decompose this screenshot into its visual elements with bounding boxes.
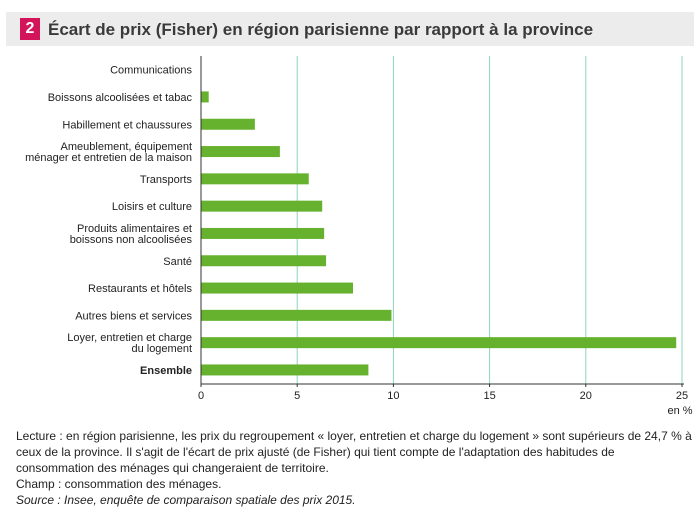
x-tick-label-2: 10	[387, 390, 400, 402]
category-label-0: Communications	[110, 64, 192, 77]
reading-note: Lecture : en région parisienne, les prix du regroupement « loyer, entretien et charge du logement » sont supérieurs de 24,7 % à ceux de la province. Il s'agit de l'écart de prix ajusté (de Fisher) qui tient compte de l'adaptation des habitudes de consommation des ménages qui changeraient de territoire.	[16, 429, 692, 475]
bar-9	[201, 310, 391, 321]
category-label-2: Habillement et chaussures	[62, 119, 192, 132]
x-axis-label: en %	[667, 405, 693, 417]
bar-1	[201, 91, 209, 102]
category-label-9: Autres biens et services	[75, 310, 192, 323]
bar-4	[201, 173, 309, 184]
x-tick-label-5: 25	[675, 390, 689, 402]
category-label-6-line-0: Produits alimentaires et	[77, 222, 192, 235]
category-label-10-line-0: Loyer, entretien et charge	[67, 332, 192, 345]
category-label-10-line-1: du logement	[131, 343, 192, 356]
category-label-1: Boissons alcoolisées et tabac	[47, 91, 192, 104]
bar-10	[201, 337, 676, 348]
source-note: Source : Insee, enquête de comparaison spatiale des prix 2015.	[16, 493, 356, 507]
category-label-3-line-0: Ameublement, équipement	[60, 141, 192, 154]
bar-5	[201, 201, 322, 212]
category-label-8: Restaurants et hôtels	[88, 283, 192, 296]
bar-6	[201, 228, 324, 239]
bar-2	[201, 119, 255, 130]
scope-note: Champ : consommation des ménages.	[16, 477, 222, 491]
x-tick-label-4: 20	[579, 390, 592, 402]
category-label-6-line-1: boissons non alcoolisées	[69, 233, 192, 246]
category-label-11: Ensemble	[140, 364, 192, 377]
category-label-7: Santé	[163, 255, 192, 268]
bar-8	[201, 283, 353, 294]
figure-title: Écart de prix (Fisher) en région parisienne par rapport à la province	[48, 20, 594, 39]
bar-11	[201, 364, 368, 375]
x-tick-label-0: 0	[197, 390, 205, 402]
category-label-4: Transports	[139, 173, 192, 186]
category-label-3-line-1: ménager et entretien de la maison	[25, 152, 192, 165]
figure-notes	[16, 428, 692, 508]
bar-7	[201, 255, 326, 266]
figure-number-badge: 2	[20, 18, 40, 40]
category-label-5: Loisirs et culture	[111, 201, 192, 214]
x-tick-label-3: 15	[483, 390, 496, 402]
bar-3	[201, 146, 280, 157]
x-tick-label-1: 5	[294, 390, 301, 402]
